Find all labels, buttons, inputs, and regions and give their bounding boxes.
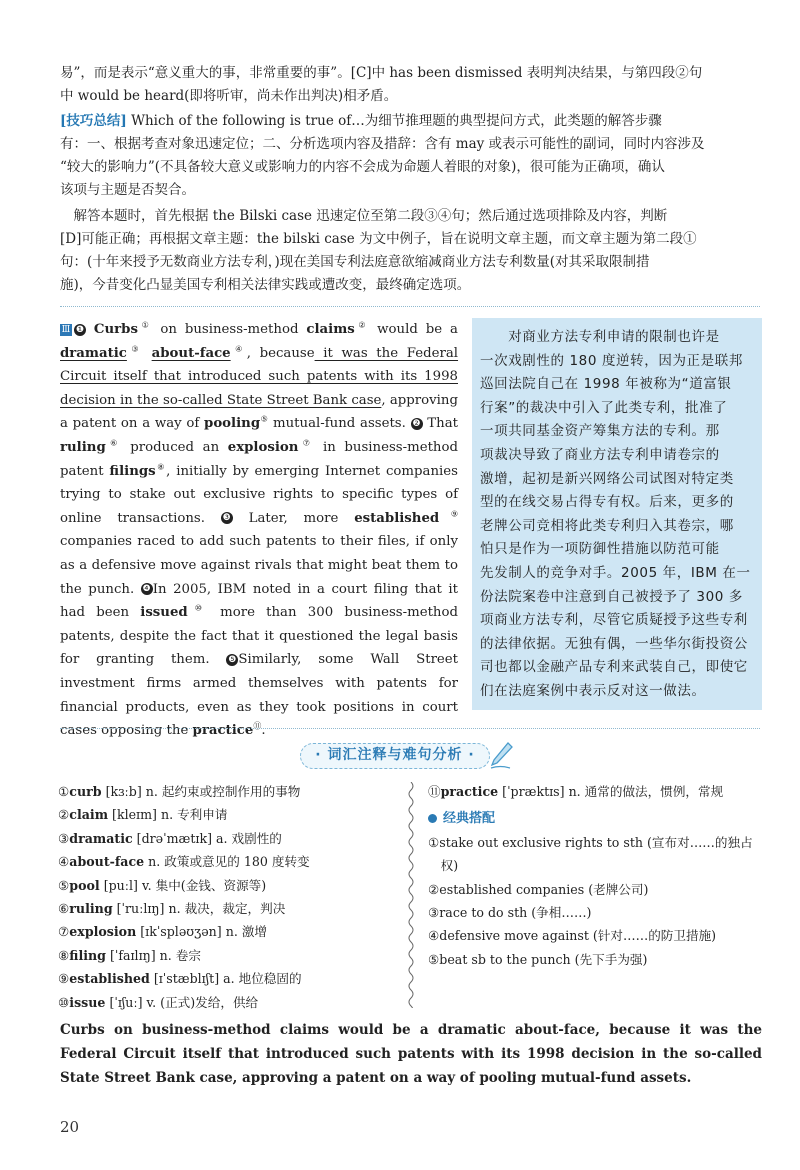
collocation-heading: 经典搭配 [428, 807, 768, 830]
text-line: 该项与主题是否契合。 [60, 182, 195, 198]
translation-line: 型的在线交易占得专有权。后来，更多的 [480, 494, 734, 511]
tip-label: [技巧总结] [60, 113, 127, 129]
translation-line: 份法院案卷中注意到自己被授予了 300 多 [480, 588, 743, 605]
text-line: 解答本题时，首先根据 the Bilski case 迅速定位至第二段③④句；然后通过选项排除及内容，判断 [60, 208, 668, 224]
vocab-item: ④about-face n. 政策或意见的 180 度转变 [58, 854, 310, 870]
section-header [300, 741, 500, 771]
paragraph-marker: Ⅲ [61, 324, 71, 335]
text-line: 中 would be heard(即将听审，尚未作出判决)相矛盾。 [60, 88, 398, 104]
translation-line: 巡回法院自己在 1998 年被称为“道富银 [480, 376, 732, 393]
collocation-item: ②established companies (老牌公司) [428, 881, 649, 897]
translation-line: 行案”的裁决中引入了此类专利，批准了 [480, 399, 728, 416]
translation-line: 怕只是作为一项防御性措施以防范可能 [480, 541, 720, 558]
translation-line: 司也都以金融产品专利来武装自己，即使它 [480, 659, 748, 676]
vocab-item: ⑧filing [ˈfaɪlɪŋ] n. 卷宗 [58, 947, 201, 963]
vocab-word: Curbs [93, 322, 138, 337]
vocab-word: issued [140, 605, 188, 621]
vocab-word: pooling [204, 416, 261, 432]
translation-line: 们在法庭案例中表示反对这一做法。 [480, 682, 706, 699]
vocab-word: about-face [151, 345, 231, 361]
vocab-word: ruling [60, 439, 106, 455]
bullet-icon [428, 814, 437, 823]
translation-line: 的法律依据。无独有偶，一些华尔街投资公 [480, 635, 748, 652]
translation-line: 项商业方法专利，尽管它质疑授予这些专利 [480, 612, 748, 629]
page-number: 20 [60, 1118, 80, 1136]
sentence-number-1: ❶ [75, 324, 85, 335]
dotted-divider [60, 728, 760, 729]
text-line: [D]可能正确；再根据文章主题：the bilski case 为文中例子，旨在说明文章主题，而文章主题为第二段① [60, 231, 697, 247]
sentence-number-4: ❹ [142, 584, 151, 595]
text-line: “较大的影响力”(不具备较大意义或影响力的内容不会成为命题人着眼的对象)，很可能为正确项，确认 [60, 159, 665, 175]
answer-explanation-paragraph [60, 62, 760, 108]
collocation-item: ③race to do sth (争相……) [428, 905, 592, 921]
difficult-sentence: Curbs on business-method claims would be a dramatic about-face, because it was the Federal Circuit itself that introduced such patents with its 1998 decision in the so-called State Street Bank case, approving a patent on a way of pooling mutual-fund assets. [60, 1022, 762, 1086]
text-line: 句：(十年来授予无数商业方法专利，)现在美国专利法庭意欲缩减商业方法专利数量(对其采取限制措 [60, 254, 650, 270]
vocab-item: ①curb [kɜːb] n. 起约束或控制作用的事物 [58, 784, 301, 799]
collocation-list [428, 831, 768, 971]
vocab-item: ⑪practice [ˈpræktɪs] n. 通常的做法，惯例，常规 [428, 784, 724, 799]
collocation-item: ⑤beat sb to the punch (先下手为强) [428, 951, 648, 967]
vocab-item: ②claim [kleɪm] n. 专利申请 [58, 807, 228, 823]
wavy-divider [406, 782, 416, 1008]
dotted-divider [60, 306, 760, 307]
translation-line: 激增，起初是新兴网络公司试图对特定类 [480, 470, 734, 487]
vocab-item: ⑩issue [ˈɪʃuː] v. (正式)发给，供给 [58, 994, 259, 1010]
vocab-word: established [354, 510, 440, 526]
text-line: 易”，而是表示“意义重大的事，非常重要的事”。[C]中 has been dismissed 表明判决结果，与第四段②句 [60, 65, 703, 81]
translation-line: 老牌公司竞相将此类专利归入其卷宗，哪 [480, 517, 734, 534]
vocab-list [58, 780, 408, 1014]
vocab-item: ⑦explosion [ɪkˈspləʊʒən] n. 激增 [58, 924, 268, 940]
vocab-item: ③dramatic [drəˈmætɪk] a. 戏剧性的 [58, 830, 282, 846]
vocab-item: ⑥ruling [ˈruːlɪŋ] n. 裁决，裁定，判决 [58, 901, 286, 917]
translation-line: 一次戏剧性的 180 度逆转，因为正是联邦 [480, 352, 743, 369]
translation-box [472, 318, 762, 710]
sentence-number-5: ❺ [228, 654, 237, 665]
english-passage: Ⅲ ❶ Curbs① on business-method claims② would be a dramatic③ about-face④, because it was the Federal Circuit itself that introduced such patents with its 1998 decision in the so-called State Street Bank case, approving a patent on a way of pooling⑤ mutual-fund assets. ❷ That ruling⑥ produced an explosion⑦ in business-method patent filings⑧, initially by emerging Internet companies trying to stake out exclusive rights to specific types of online transactions. ❸ Later, more established⑨ companies raced to add such patents to their files, if only as a defensive move against rivals that might beat them to the punch. ❹ In 2005, IBM noted in a court filing that it had been issued⑩ more than 300 business-method patents, despite the fact that it questioned the legal basis for granting them. ❺ Similarly, some Wall Street investment firms armed themselves with patents for financial products, even as they took positions in court cases opposing the practice⑪. [60, 320, 459, 739]
pen-icon [488, 741, 514, 771]
vocab-word: claims [306, 322, 355, 337]
vocab-word: explosion [227, 439, 299, 455]
collocation-item: ④defensive move against (针对……的防卫措施) [428, 928, 717, 944]
section-title: · 词汇注释与难句分析 · [300, 743, 490, 769]
text-line: 有：一、根据考查对象迅速定位；二、分析选项内容及措辞：含有 may 或表示可能性的副词，同时内容涉及 [60, 136, 705, 152]
vocab-word: practice [192, 723, 254, 739]
collocation-item: ①stake out exclusive rights to sth (宣布对……的独占 [428, 834, 753, 850]
vocab-item: ⑤pool [puːl] v. 集中(金钱、资源等) [58, 877, 267, 893]
translation-line: 对商业方法专利申请的限制也许是 [480, 329, 720, 345]
vocab-word: filings [109, 463, 156, 479]
translation-line: 先发制人的竞争对手。2005 年，IBM 在一 [480, 564, 751, 581]
sentence-number-2: ❷ [412, 418, 421, 429]
solution-paragraph [60, 205, 760, 297]
vocab-right-column [428, 780, 768, 971]
tip-summary-paragraph: [技巧总结] Which of the following is true of…为细节推理题的典型提问方式，此类题的解答步骤 有：一、根据考查对象迅速定位；二、分析选项内容及措辞：含有 may 或表示可能性的副词，同时内容涉及 “较大的影响力”(不具备较大意义或影响力的内容不会成为命题人着眼的对象)，很可能为正确项，确认 该项与主题是否契合。 [60, 110, 760, 202]
text-line: 施)，今昔变化凸显美国专利相关法律实践或遭改变，最终确定选项。 [60, 277, 471, 293]
translation-line: 项裁决导致了商业方法专利申请卷宗的 [480, 446, 720, 463]
underlined-clause: it was the Federal Circuit itself that introduced such patents with its 1998 decision in the so-called State Street Bank case [60, 345, 459, 408]
collocation-item: 权) [428, 858, 459, 874]
vocab-item: ⑨established [ɪˈstæblɪʃt] a. 地位稳固的 [58, 971, 302, 987]
sentence-number-3: ❸ [222, 513, 231, 524]
vocab-word: dramatic [60, 345, 127, 361]
translation-line: 一项共同基金资产筹集方法的专利。那 [480, 423, 720, 440]
